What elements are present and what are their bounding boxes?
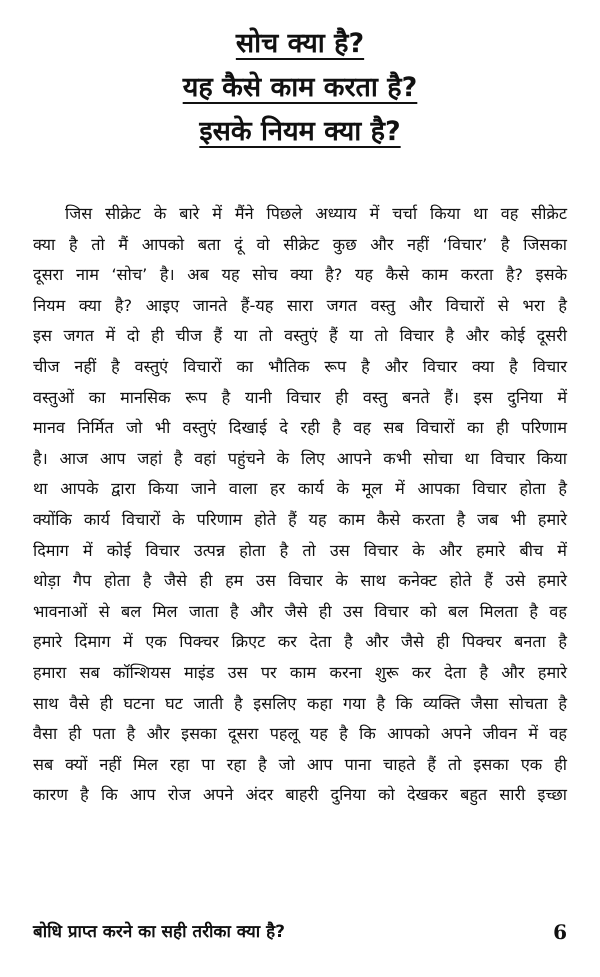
body-line: दूसरा नाम ‘सोच’ है। अब यह सोच क्या है? यह कैसे काम करता है? इसके — [33, 265, 567, 285]
body-line: वस्तुओं का मानसिक रूप है यानी विचार ही वस्तु बनते हैं। इस दुनिया में — [33, 387, 567, 407]
body-line: हमारे दिमाग में एक पिक्चर क्रिएट कर देता है और जैसे ही पिक्चर बनता है — [33, 632, 567, 652]
body-line: कारण है कि आप रोज अपने अंदर बाहरी दुनिया को देखकर बहुत सारी इच्छा — [33, 785, 567, 805]
body-line: थोड़ा गैप होता है जैसे ही हम उस विचार के साथ कनेक्ट होते हैं उसे हमारे — [33, 571, 567, 591]
body-line: था आपके द्वारा किया जाने वाला हर कार्य के मूल में आपका विचार होता है — [33, 479, 567, 499]
heading-line-1: सोच क्या है? — [235, 28, 365, 59]
body-line: क्या है तो मैं आपको बता दूं वो सीक्रेट कुछ और नहीं ‘विचार’ है जिसका — [33, 234, 567, 254]
body-line: सब क्यों नहीं मिल रहा पा रहा है जो आप पाना चाहते हैं तो इसका एक ही — [33, 754, 567, 774]
body-line: हमारा सब कॉन्शियस माइंड उस पर काम करना शुरू कर देता है और हमारे — [33, 662, 567, 682]
body-line: चीज नहीं है वस्तुएं विचारों का भौतिक रूप है और विचार क्या है विचार — [33, 356, 567, 376]
body-line: मानव निर्मित जो भी वस्तुएं दिखाई दे रही है वह सब विचारों का ही परिणाम — [33, 418, 567, 438]
chapter-heading — [0, 22, 600, 154]
heading-line-2: यह कैसे काम करता है? — [182, 72, 418, 103]
body-line: जिस सीक्रेट के बारे में मैंने पिछले अध्याय में चर्चा किया था वह सीक्रेट — [65, 204, 567, 223]
body-line: भावनाओं से बल मिल जाता है और जैसे ही उस विचार को बल मिलता है वह — [33, 601, 567, 621]
body-line: है। आज आप जहां है वहां पहुंचने के लिए आपने कभी सोचा था विचार किया — [33, 448, 567, 468]
running-footer-title: बोधि प्राप्त करने का सही तरीका क्या है? — [33, 922, 285, 942]
body-line: इस जगत में दो ही चीज हैं या तो वस्तुएं हैं या तो विचार है और कोई दूसरी — [33, 326, 567, 346]
body-line: क्योंकि कार्य विचारों के परिणाम होते हैं यह काम कैसे करता है जब भी हमारे — [33, 509, 567, 529]
body-paragraph — [33, 199, 567, 811]
body-line: दिमाग में कोई विचार उत्पन्न होता है तो उस विचार के और हमारे बीच में — [33, 540, 567, 560]
page-number: 6 — [553, 920, 567, 944]
body-line: वैसा ही पता है और इसका दूसरा पहलू यह है कि आपको अपने जीवन में वह — [33, 724, 567, 744]
body-line: साथ वैसे ही घटना घट जाती है इसलिए कहा गया है कि व्यक्ति जैसा सोचता है — [33, 693, 567, 713]
page-footer — [33, 915, 567, 951]
body-line: नियम क्या है? आइए जानते हैं-यह सारा जगत वस्तु और विचारों से भरा है — [33, 295, 567, 315]
heading-line-3: इसके नियम क्या है? — [199, 116, 401, 147]
